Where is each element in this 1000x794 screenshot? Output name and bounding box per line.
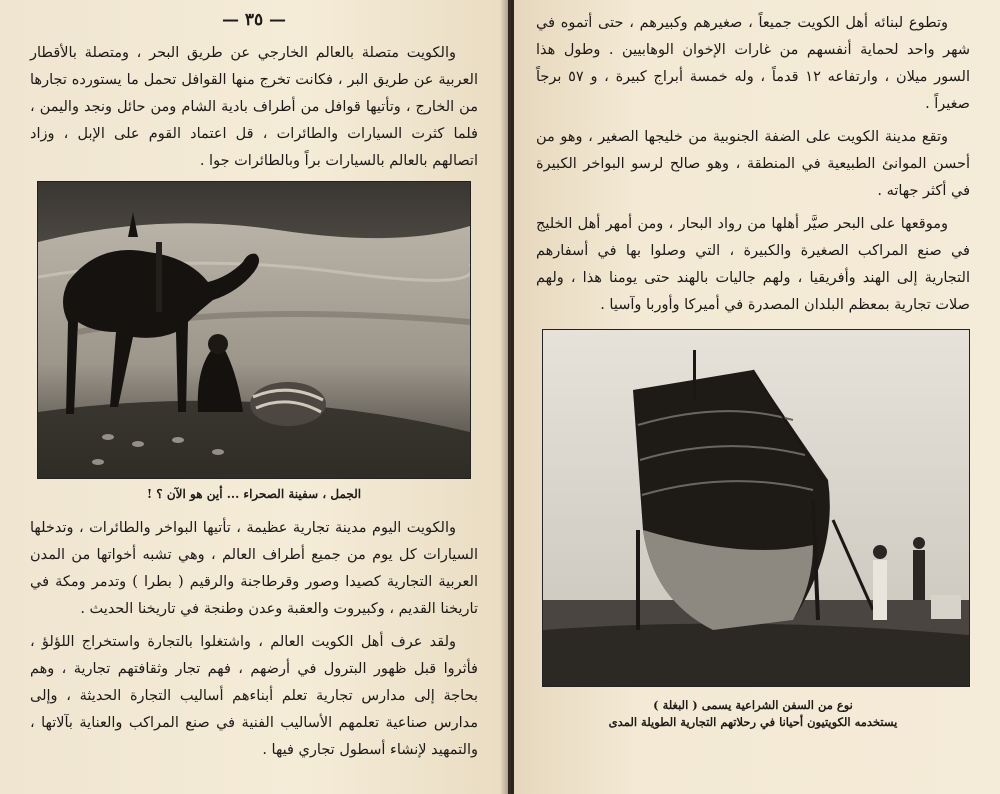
paragraph-trade-routes: والكويت متصلة بالعالم الخارجي عن طريق البحر ، ومتصلة بالأقطار العربية عن طريق البر ، فكانت تخرج منها القوافل تحمل ما يستورده تجارها من الخارج ، وتأتيها قوافل من أطراف بادية الشام ومن حائل ونجد واليمن ، فلما كثرت السيارات والطائرات ، قل اعتماد القوم على الإبل ، وزاد اتصالهم بالعالم بالسيارات براً وبالطائرات جوا . [30, 45, 478, 169]
paragraph-wall: وتطوع لبنائه أهل الكويت جميعاً ، صغيرهم وكبيرهم ، حتى أتموه في شهر واحد لحماية أنفسهم من غارات الإخوان الوهابيين . وطول هذا السور ميلان ، وارتفاعه ١٢ قدماً ، وله خمسة أبراج كبيرة ، و ٥٧ برجاً صغيراً . [536, 15, 970, 112]
paragraph-trade-city: والكويت اليوم مدينة تجارية عظيمة ، تأتيها البواخر والطائرات ، وتدخلها السيارات كل يوم من جميع أطراف العالم ، وهي تشبه أخواتها من المدن العربية التجارية كصيدا وصور وقرطاجنة والرقيم ( بطرا ) وتدمر ومكة في تاريخنا القديم ، وكبيروت والعقبة وعدن وطنجة في تاريخنا الحديث . [30, 520, 478, 617]
dhow-caption-line2: يستخدمه الكويتيون أحيانا في رحلاتهم التجارية الطويلة المدى [608, 715, 898, 729]
dhow-photo-caption [536, 697, 970, 731]
dhow-boat-photo [542, 329, 970, 687]
dhow-boat-illustration [543, 330, 969, 686]
page-number: — ٣٥ — [221, 10, 287, 30]
paragraph-pearl-trade: ولقد عرف أهل الكويت العالم ، واشتغلوا بالتجارة واستخراج اللؤلؤ ، فأثروا قبل ظهور البترول في أرضهم ، فهم تجار وثقافتهم تجارية ، وهم بحاجة إلى مدارس تجارية تعلم أبناءهم أساليب التجارة الحديثة ، وإلى مدارس صناعية تعلمهم الأساليب الفنية في صنع المراكب والعناية بآلاتها ، والتمهيد لإنشاء أسطول تجاري فيها . [30, 634, 478, 758]
right-page [514, 0, 1000, 794]
camel-desert-illustration [38, 182, 470, 478]
camel-photo-caption: الجمل ، سفينة الصحراء ... أين هو الآن ؟ ! [146, 487, 362, 501]
paragraph-harbor: وتقع مدينة الكويت على الضفة الجنوبية من خليجها الصغير ، وهو من أحسن الموانئ الطبيعية في المنطقة ، وهو صالح لرسو البواخر الكبيرة في أكثر جهاته . [536, 129, 970, 199]
dhow-caption-line1: نوع من السفن الشراعية يسمى ( البغلة ) [653, 698, 853, 712]
camel-desert-photo [37, 181, 471, 479]
paragraph-seafaring: وموقعها على البحر صيَّر أهلها من رواد البحار ، ومن أمهر أهل الخليج في صنع المراكب الصغيرة والكبيرة ، التي وصلوا بها في أسفارهم التجارية إلى الهند وأفريقيا ، ولهم جاليات بالهند حتى يومنا هذا ، ولهم صلات تجارية بمعظم البلدان المصدرة في أميركا وأوربا وآسيا . [536, 216, 970, 313]
